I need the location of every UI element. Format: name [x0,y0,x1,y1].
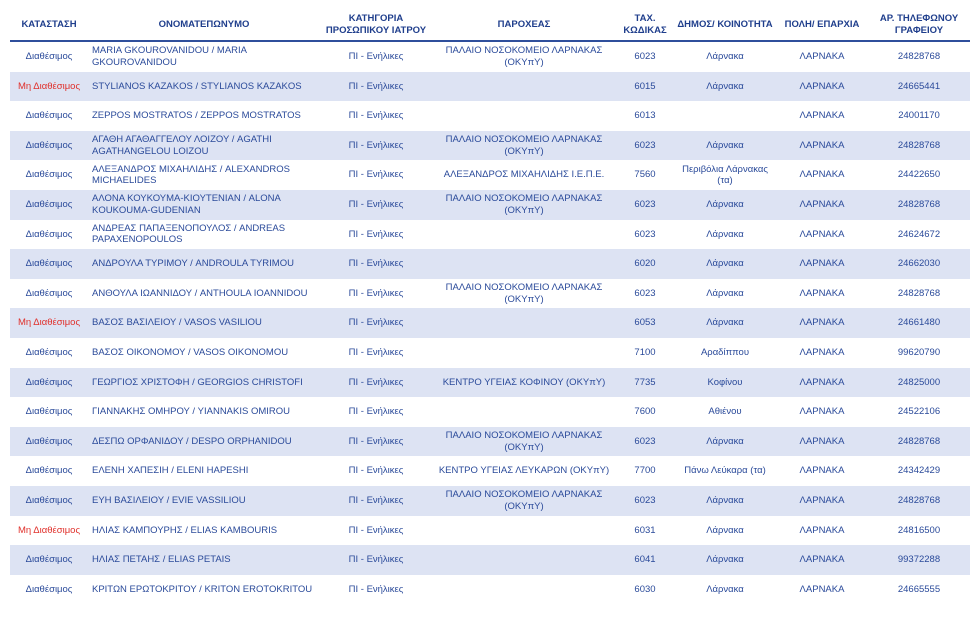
table-row [10,220,970,250]
phone-cell: 24661480 [897,317,941,329]
status-cell: Διαθέσιμος [25,169,73,181]
doctors-list-page [10,10,970,604]
table-row [10,160,970,190]
phone-cell: 24825000 [897,376,941,388]
provider-cell [432,249,616,279]
category-cell: ΠΙ - Ενήλικες [348,258,404,270]
table-row [10,72,970,102]
city-cell: ΛΑΡΝΑΚΑ [799,435,845,447]
city-cell: ΛΑΡΝΑΚΑ [799,524,845,536]
phone-cell: 24665441 [897,80,941,92]
postcode-cell: 6053 [634,317,656,329]
city-cell: ΛΑΡΝΑΚΑ [799,465,845,477]
postcode-cell: 6030 [634,583,656,595]
status-cell: Διαθέσιμος [25,51,73,63]
name-cell: ΑΝΘΟΥΛΑ ΙΩΑΝΝΙΔΟΥ / ANTHOULA IOANNIDOU [92,287,308,299]
category-cell: ΠΙ - Ενήλικες [348,110,404,122]
city-cell: ΛΑΡΝΑΚΑ [799,169,845,181]
table-row [10,427,970,457]
municipality-cell: Κοφίνου [707,376,743,388]
category-cell: ΠΙ - Ενήλικες [348,317,404,329]
header-name: ΟΝΟΜΑΤΕΠΩΝΥΜΟ [158,19,250,30]
postcode-cell: 6023 [634,494,656,506]
category-cell: ΠΙ - Ενήλικες [348,494,404,506]
city-cell: ΛΑΡΝΑΚΑ [799,287,845,299]
status-cell: Διαθέσιμος [25,287,73,299]
category-cell: ΠΙ - Ενήλικες [348,51,404,63]
municipality-cell [674,101,776,131]
phone-cell: 24828768 [897,199,941,211]
municipality-cell: Λάρνακα [706,228,744,240]
status-cell: Διαθέσιμος [25,139,73,151]
status-cell: Διαθέσιμος [25,465,73,477]
postcode-cell: 6023 [634,199,656,211]
header-phone: ΑΡ. ΤΗΛΕΦΩΝΟΥ ΓΡΑΦΕΙΟΥ [879,13,959,36]
status-cell: Διαθέσιμος [25,346,73,358]
status-cell: Μη Διαθέσιμος [17,317,81,329]
municipality-cell: Λάρνακα [706,583,744,595]
postcode-cell: 6023 [634,51,656,63]
municipality-cell: Λάρνακα [706,494,744,506]
city-cell: ΛΑΡΝΑΚΑ [799,554,845,566]
postcode-cell: 7100 [634,346,656,358]
municipality-cell: Λάρνακα [706,554,744,566]
phone-cell: 24422650 [897,169,941,181]
category-cell: ΠΙ - Ενήλικες [348,465,404,477]
table-row [10,575,970,605]
category-cell: ΠΙ - Ενήλικες [348,199,404,211]
postcode-cell: 6031 [634,524,656,536]
municipality-cell: Περιβόλια Λάρνακας (τα) [682,163,768,187]
table-row [10,338,970,368]
name-cell: ΑΛΟΝΑ ΚΟΥΚΟΥΜΑ-ΚΙΟΥΤΕΝΙΑΝ / ALONA KOUKOUMA-GUDENIAN [92,193,281,216]
provider-cell: ΠΑΛΑΙΟ ΝΟΣΟΚΟΜΕΙΟ ΛΑΡΝΑΚΑΣ (ΟΚΥπΥ) [445,489,603,512]
header-city: ΠΟΛΗ/ ΕΠΑΡΧΙΑ [784,19,860,30]
postcode-cell: 6020 [634,258,656,270]
provider-cell [432,308,616,338]
provider-cell: ΠΑΛΑΙΟ ΝΟΣΟΚΟΜΕΙΟ ΛΑΡΝΑΚΑΣ (ΟΚΥπΥ) [445,282,603,305]
municipality-cell: Λάρνακα [706,435,744,447]
provider-cell [432,220,616,250]
status-cell: Διαθέσιμος [25,583,73,595]
municipality-cell: Λάρνακα [706,139,744,151]
table-row [10,486,970,516]
table-row [10,456,970,486]
header-status: ΚΑΤΑΣΤΑΣΗ [21,19,77,30]
table-header-row [10,10,970,41]
city-cell: ΛΑΡΝΑΚΑ [799,228,845,240]
table-body [10,41,970,604]
status-cell: Διαθέσιμος [25,435,73,447]
status-cell: Διαθέσιμος [25,110,73,122]
category-cell: ΠΙ - Ενήλικες [348,554,404,566]
city-cell: ΛΑΡΝΑΚΑ [799,110,845,122]
phone-cell: 99620790 [897,346,941,358]
name-cell: ΕΛΕΝΗ ΧΑΠΕΣΙΗ / ELENI HAPESHI [92,465,249,477]
municipality-cell: Λάρνακα [706,287,744,299]
postcode-cell: 6023 [634,287,656,299]
postcode-cell: 6023 [634,139,656,151]
header-category: ΚΑΤΗΓΟΡΙΑ ΠΡΟΣΩΠΙΚΟΥ ΙΑΤΡΟΥ [325,13,427,36]
postcode-cell: 6023 [634,228,656,240]
category-cell: ΠΙ - Ενήλικες [348,228,404,240]
status-cell: Διαθέσιμος [25,554,73,566]
table-row [10,545,970,575]
provider-cell [432,101,616,131]
name-cell: ΑΓΑΘΗ ΑΓΑΘΑΓΓΕΛΟΥ ΛΟΙΖΟΥ / AGATHI AGATHANGELOU LOIZOU [92,134,272,157]
table-row [10,41,970,72]
table-row [10,131,970,161]
phone-cell: 24624672 [897,228,941,240]
city-cell: ΛΑΡΝΑΚΑ [799,139,845,151]
phone-cell: 24662030 [897,258,941,270]
provider-cell: ΠΑΛΑΙΟ ΝΟΣΟΚΟΜΕΙΟ ΛΑΡΝΑΚΑΣ (ΟΚΥπΥ) [445,45,603,68]
city-cell: ΛΑΡΝΑΚΑ [799,199,845,211]
status-cell: Διαθέσιμος [25,406,73,418]
header-provider: ΠΑΡΟΧΕΑΣ [497,19,551,30]
status-cell: Διαθέσιμος [25,494,73,506]
city-cell: ΛΑΡΝΑΚΑ [799,258,845,270]
table-row [10,308,970,338]
phone-cell: 24342429 [897,465,941,477]
provider-cell: ΠΑΛΑΙΟ ΝΟΣΟΚΟΜΕΙΟ ΛΑΡΝΑΚΑΣ (ΟΚΥπΥ) [445,430,603,453]
category-cell: ΠΙ - Ενήλικες [348,346,404,358]
postcode-cell: 7560 [634,169,656,181]
status-cell: Διαθέσιμος [25,258,73,270]
table-row [10,190,970,220]
category-cell: ΠΙ - Ενήλικες [348,583,404,595]
name-cell: ZEPPOS MOSTRATOS / ZEPPOS MOSTRATOS [92,110,301,122]
category-cell: ΠΙ - Ενήλικες [348,139,404,151]
name-cell: ΗΛΙΑΣ ΠΕΤΑΗΣ / ELIAS PETAIS [92,554,231,566]
category-cell: ΠΙ - Ενήλικες [348,406,404,418]
phone-cell: 24828768 [897,51,941,63]
city-cell: ΛΑΡΝΑΚΑ [799,80,845,92]
doctors-table [10,10,970,604]
municipality-cell: Αθιένου [708,406,742,418]
category-cell: ΠΙ - Ενήλικες [348,287,404,299]
phone-cell: 24828768 [897,287,941,299]
name-cell: ΒΑΣΟΣ ΟΙΚΟΝΟΜΟΥ / VASOS OIKONOMOU [92,346,289,358]
provider-cell [432,72,616,102]
municipality-cell: Λάρνακα [706,317,744,329]
table-row [10,516,970,546]
provider-cell: ΚΕΝΤΡΟ ΥΓΕΙΑΣ ΚΟΦΙΝΟΥ (ΟΚΥπΥ) [442,376,606,388]
table-row [10,249,970,279]
table-row [10,397,970,427]
postcode-cell: 7735 [634,376,656,388]
name-cell: ΒΑΣΟΣ ΒΑΣΙΛΕΙΟΥ / VASOS VASILIOU [92,317,262,329]
provider-cell: ΠΑΛΑΙΟ ΝΟΣΟΚΟΜΕΙΟ ΛΑΡΝΑΚΑΣ (ΟΚΥπΥ) [445,134,603,157]
city-cell: ΛΑΡΝΑΚΑ [799,494,845,506]
provider-cell: ΑΛΕΞΑΝΔΡΟΣ ΜΙΧΑΗΛΙΔΗΣ Ι.Ε.Π.Ε. [443,169,605,181]
name-cell: ΓΕΩΡΓΙΟΣ ΧΡΙΣΤΟΦΗ / GEORGIOS CHRISTOFI [92,376,303,388]
phone-cell: 24522106 [897,406,941,418]
name-cell: ΕΥΗ ΒΑΣΙΛΕΙΟΥ / EVIE VASSILIOU [92,494,246,506]
header-municipality: ΔΗΜΟΣ/ ΚΟΙΝΟΤΗΤΑ [677,19,773,30]
city-cell: ΛΑΡΝΑΚΑ [799,346,845,358]
phone-cell: 99372288 [897,554,941,566]
category-cell: ΠΙ - Ενήλικες [348,435,404,447]
provider-cell [432,338,616,368]
phone-cell: 24828768 [897,139,941,151]
name-cell: MARIA GKOUROVANIDOU / MARIA GKOUROVANIDOU [92,45,247,68]
provider-cell [432,545,616,575]
name-cell: ΔΕΣΠΩ ΟΡΦΑΝΙΔΟΥ / DESPO ORPHANIDOU [92,435,292,447]
postcode-cell: 7700 [634,465,656,477]
municipality-cell: Λάρνακα [706,80,744,92]
provider-cell [432,397,616,427]
postcode-cell: 7600 [634,406,656,418]
category-cell: ΠΙ - Ενήλικες [348,376,404,388]
phone-cell: 24001170 [898,110,940,122]
category-cell: ΠΙ - Ενήλικες [348,524,404,536]
name-cell: STYLIANOS KAZAKOS / STYLIANOS KAZAKOS [92,80,302,92]
name-cell: ΑΛΕΞΑΝΔΡΟΣ ΜΙΧΑΗΛΙΔΗΣ / ALEXANDROS MICHAELIDES [92,163,290,187]
city-cell: ΛΑΡΝΑΚΑ [799,51,845,63]
provider-cell: ΠΑΛΑΙΟ ΝΟΣΟΚΟΜΕΙΟ ΛΑΡΝΑΚΑΣ (ΟΚΥπΥ) [445,193,603,216]
municipality-cell: Αραδίππου [700,346,750,358]
municipality-cell: Λάρνακα [706,51,744,63]
table-row [10,279,970,309]
municipality-cell: Λάρνακα [706,258,744,270]
category-cell: ΠΙ - Ενήλικες [348,80,404,92]
postcode-cell: 6041 [634,554,656,566]
status-cell: Μη Διαθέσιμος [17,524,81,536]
city-cell: ΛΑΡΝΑΚΑ [799,317,845,329]
city-cell: ΛΑΡΝΑΚΑ [799,406,845,418]
phone-cell: 24816500 [897,524,941,536]
provider-cell [432,516,616,546]
postcode-cell: 6015 [634,80,656,92]
table-row [10,101,970,131]
table-row [10,368,970,398]
name-cell: ΑΝΔΡΟΥΛΑ ΤΥΡΙΜΟΥ / ANDROULA TYRIMOU [92,258,294,270]
category-cell: ΠΙ - Ενήλικες [348,169,404,181]
status-cell: Μη Διαθέσιμος [17,80,81,92]
municipality-cell: Λάρνακα [706,524,744,536]
phone-cell: 24828768 [897,435,941,447]
postcode-cell: 6023 [634,435,656,447]
name-cell: ΑΝΔΡΕΑΣ ΠΑΠΑΞΕΝΟΠΟΥΛΟΣ / ANDREAS PAPAXENOPOULOS [92,222,286,246]
status-cell: Διαθέσιμος [25,199,73,211]
municipality-cell: Πάνω Λεύκαρα (τα) [684,465,766,477]
city-cell: ΛΑΡΝΑΚΑ [799,583,845,595]
provider-cell [432,575,616,605]
phone-cell: 24665555 [897,583,941,595]
name-cell: ΗΛΙΑΣ ΚΑΜΠΟΥΡΗΣ / ELIAS KAMBOURIS [92,524,278,536]
municipality-cell: Λάρνακα [706,199,744,211]
postcode-cell: 6013 [634,110,656,122]
status-cell: Διαθέσιμος [25,228,73,240]
phone-cell: 24828768 [897,494,941,506]
header-postcode: ΤΑΧ. ΚΩΔΙΚΑΣ [623,13,667,36]
name-cell: ΚΡΙΤΩΝ ΕΡΩΤΟΚΡΙΤΟΥ / KRITON EROTOKRITOU [92,583,313,595]
provider-cell: ΚΕΝΤΡΟ ΥΓΕΙΑΣ ΛΕΥΚΑΡΩΝ (ΟΚΥπΥ) [438,465,610,477]
city-cell: ΛΑΡΝΑΚΑ [799,376,845,388]
name-cell: ΓΙΑΝΝΑΚΗΣ ΟΜΗΡΟΥ / YIANNAKIS OMIROU [92,406,291,418]
status-cell: Διαθέσιμος [25,376,73,388]
